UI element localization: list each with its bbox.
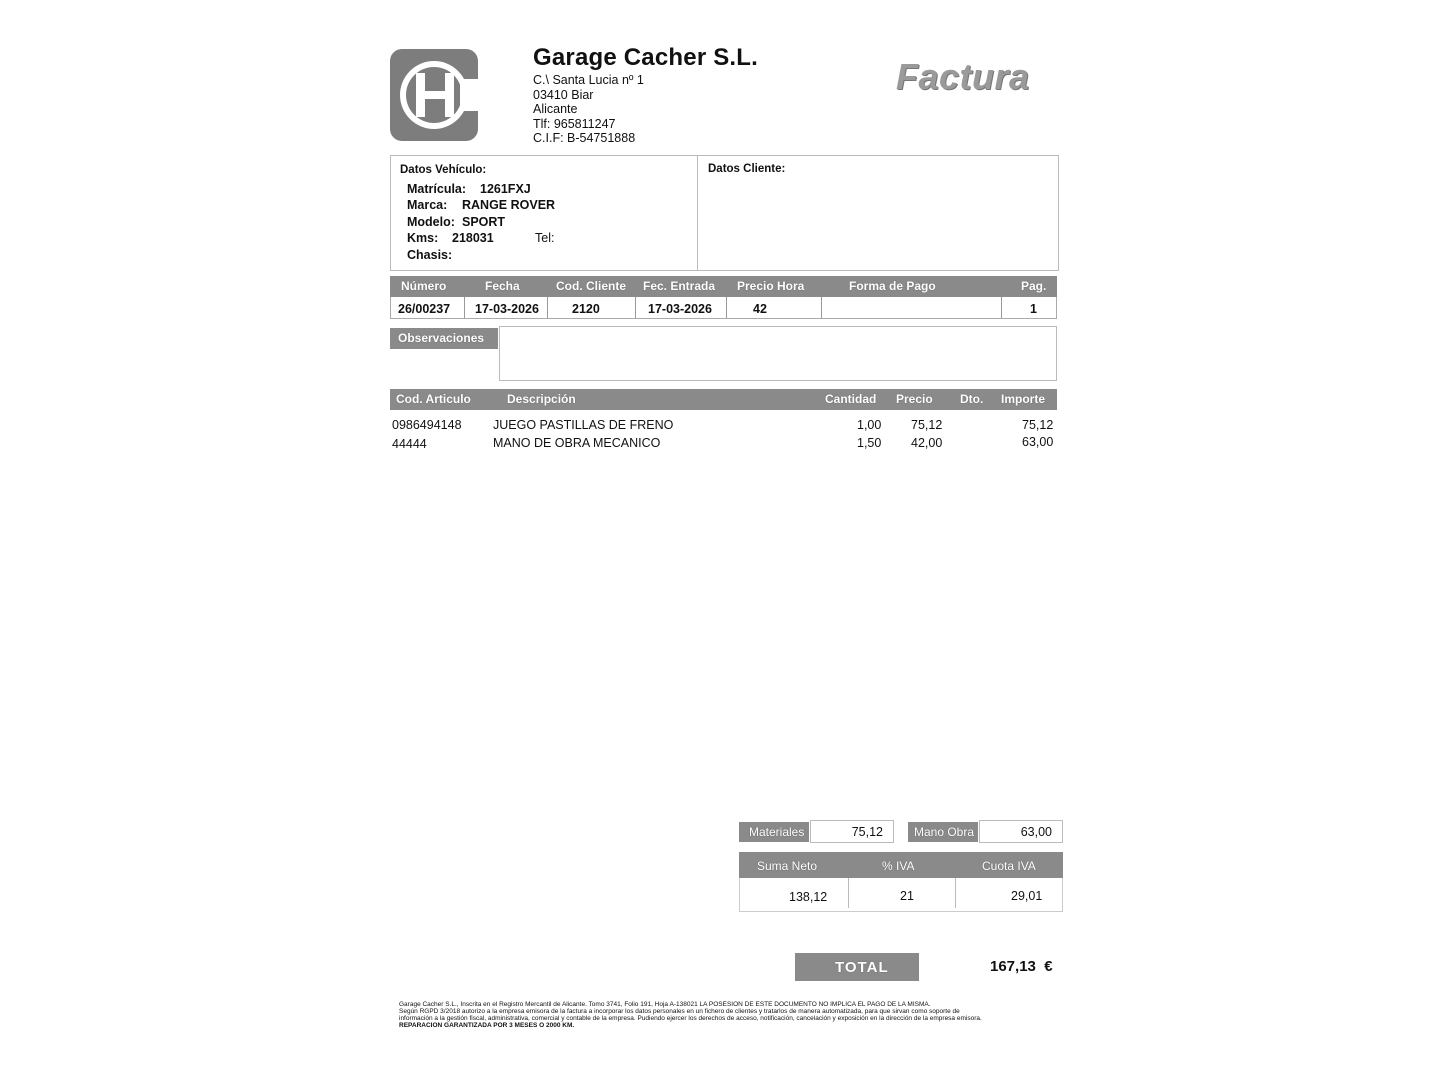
mano-obra-value-cell xyxy=(979,820,1063,843)
materiales-label-cell xyxy=(739,822,809,842)
observaciones-label: Observaciones xyxy=(398,331,485,345)
line-items-header xyxy=(390,389,1057,410)
line-price: 75,12 xyxy=(911,418,943,432)
company-phone: Tlf: 965811247 xyxy=(533,117,616,131)
mano-obra-label-cell xyxy=(908,822,978,842)
chassis-label: Chasis: xyxy=(407,248,453,262)
total-value: 167,13 € xyxy=(990,958,1053,975)
cuota-iva-value: 29,01 xyxy=(1011,889,1043,903)
document-title: Factura xyxy=(896,56,1030,97)
client-code: 2120 xyxy=(572,302,600,316)
mano-obra-label: Mano Obra xyxy=(914,825,975,839)
materiales-value: 75,12 xyxy=(851,825,883,839)
company-name: Garage Cacher S.L. xyxy=(533,44,759,71)
tax-separator xyxy=(955,878,956,908)
company-address-city: 03410 Biar xyxy=(533,88,594,102)
header-cantidad: Cantidad xyxy=(825,392,877,406)
invoice-info-row xyxy=(390,297,1057,319)
tax-summary-row xyxy=(739,878,1063,912)
info-separator xyxy=(821,297,822,318)
cuota-iva-label: Cuota IVA xyxy=(982,859,1036,873)
legal-rights-text: información a la gestión fiscal, administrativa, comercial y contable de la empresa. Pudiendo ejercer los derechos de acceso, notificación, cancelación y exposición en la dirección de la empresa emisora. xyxy=(399,1015,982,1022)
iva-pct-value: 21 xyxy=(900,889,914,903)
legal-warranty-text: REPARACION GARANTIZADA POR 3 MESES O 2000 KM. xyxy=(399,1022,575,1029)
header-fecha: Fecha xyxy=(485,279,520,293)
hourly-rate: 42 xyxy=(753,302,767,316)
invoice-number: 26/00237 xyxy=(398,302,451,316)
info-separator xyxy=(1001,297,1002,318)
model-label: Modelo: xyxy=(407,215,455,229)
header-cod-cliente: Cod. Cliente xyxy=(556,279,627,293)
info-separator xyxy=(726,297,727,318)
line-code: 44444 xyxy=(392,437,427,451)
line-price: 42,00 xyxy=(911,436,943,450)
header-precio-hora: Precio Hora xyxy=(737,279,805,293)
line-quantity: 1,50 xyxy=(857,436,882,450)
invoice-info-header xyxy=(390,276,1057,297)
info-separator xyxy=(464,297,465,318)
make-label: Marca: xyxy=(407,198,448,212)
info-separator xyxy=(635,297,636,318)
company-address-street: C.\ Santa Lucia nº 1 xyxy=(533,73,644,87)
observaciones-header xyxy=(390,328,498,349)
header-precio: Precio xyxy=(896,392,933,406)
header-dto: Dto. xyxy=(960,392,984,406)
line-amount: 63,00 xyxy=(1022,435,1054,449)
legal-registry-text: Garage Cacher S.L., Inscrita en el Registro Mercantil de Alicante. Tomo 3741, Folio 191, Hoja A-138021 LA POSESION DE ESTE DOCUMENTO NO IMPLICA EL PAGO DE LA MISMA. xyxy=(399,1001,931,1008)
kms-value: 218031 xyxy=(452,231,494,245)
total-label: TOTAL xyxy=(835,959,889,976)
entry-date: 17-03-2026 xyxy=(648,302,712,316)
line-description: MANO DE OBRA MECANICO xyxy=(493,436,661,450)
invoice-date: 17-03-2026 xyxy=(475,302,539,316)
client-section-label: Datos Cliente: xyxy=(708,163,786,175)
model-value: SPORT xyxy=(462,215,506,229)
suma-neto-value: 138,12 xyxy=(789,890,828,904)
tax-summary-header xyxy=(739,852,1063,878)
header-cod-articulo: Cod. Articulo xyxy=(396,392,471,406)
line-description: JUEGO PASTILLAS DE FRENO xyxy=(493,418,674,432)
line-amount: 75,12 xyxy=(1022,418,1054,432)
make-value: RANGE ROVER xyxy=(462,198,556,212)
plate-label: Matrícula: xyxy=(407,182,467,196)
header-descripcion: Descripción xyxy=(507,392,576,406)
mano-obra-value: 63,00 xyxy=(1020,825,1052,839)
tel-label: Tel: xyxy=(535,231,555,245)
observaciones-box xyxy=(499,326,1057,381)
legal-rgpd-text: Según RGPD 3/2018 autorizo a la empresa emisora de la factura a incorporar los datos personales en un fichero de clientes y tratarlos de manera automatizada, para que sirvan como soporte de xyxy=(399,1008,960,1015)
suma-neto-label: Suma Neto xyxy=(757,859,818,873)
header-pag: Pag. xyxy=(1021,279,1047,293)
materiales-label: Materiales xyxy=(749,825,805,839)
header-numero: Número xyxy=(401,279,447,293)
tax-separator xyxy=(848,878,849,908)
info-separator xyxy=(547,297,548,318)
kms-label: Kms: xyxy=(407,231,439,245)
header-fec-entrada: Fec. Entrada xyxy=(643,279,716,293)
header-importe: Importe xyxy=(1001,392,1046,406)
header-forma-pago: Forma de Pago xyxy=(849,279,936,293)
company-logo xyxy=(390,49,478,141)
vehicle-section-label: Datos Vehículo: xyxy=(400,164,487,176)
line-quantity: 1,00 xyxy=(857,418,882,432)
company-address-province: Alicante xyxy=(533,102,578,116)
company-cif: C.I.F: B-54751888 xyxy=(533,131,636,145)
total-label-cell xyxy=(795,953,919,981)
line-code: 0986494148 xyxy=(392,418,462,432)
iva-pct-label: % IVA xyxy=(882,859,915,873)
plate-value: 1261FXJ xyxy=(480,182,531,196)
page-number: 1 xyxy=(1030,302,1037,316)
materiales-value-cell xyxy=(810,820,894,843)
